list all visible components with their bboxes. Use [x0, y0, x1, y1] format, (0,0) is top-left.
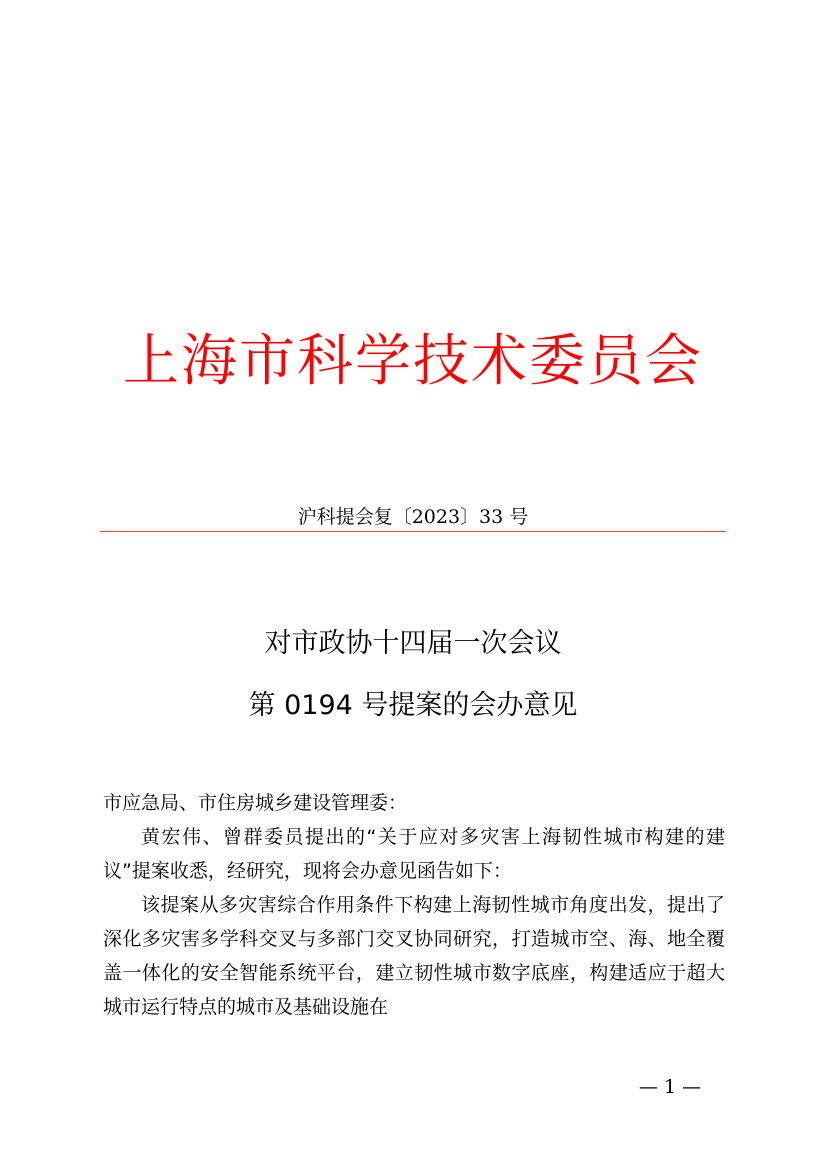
body-paragraph: 黄宏伟、曾群委员提出的“关于应对多灾害上海韧性城市构建的建议”提案收悉，经研究，现将会办意见函告如下：	[103, 826, 725, 882]
document-body	[103, 786, 725, 1024]
page-number: — 1 —	[638, 1076, 702, 1098]
recipient-line: 市应急局、市住房城乡建设管理委：	[103, 792, 408, 814]
document-title-line-1: 对市政协十四届一次会议	[264, 628, 562, 659]
document-title-line-2: 第 0194 号提案的会办意见	[248, 690, 578, 721]
red-separator-line	[100, 531, 726, 532]
issuing-organization-header: 上海市科学技术委员会	[123, 329, 703, 394]
body-paragraph: 该提案从多灾害综合作用条件下构建上海韧性城市角度出发，提出了深化多灾害多学科交叉与多部门交叉协同研究，打造城市空、海、地全覆盖一体化的安全智能系统平台，建立韧性城市数字底座，构建适应于超大城市运行特点的城市及基础设施在	[103, 894, 725, 1018]
document-number: 沪科提会复〔2023〕33 号	[297, 506, 529, 528]
